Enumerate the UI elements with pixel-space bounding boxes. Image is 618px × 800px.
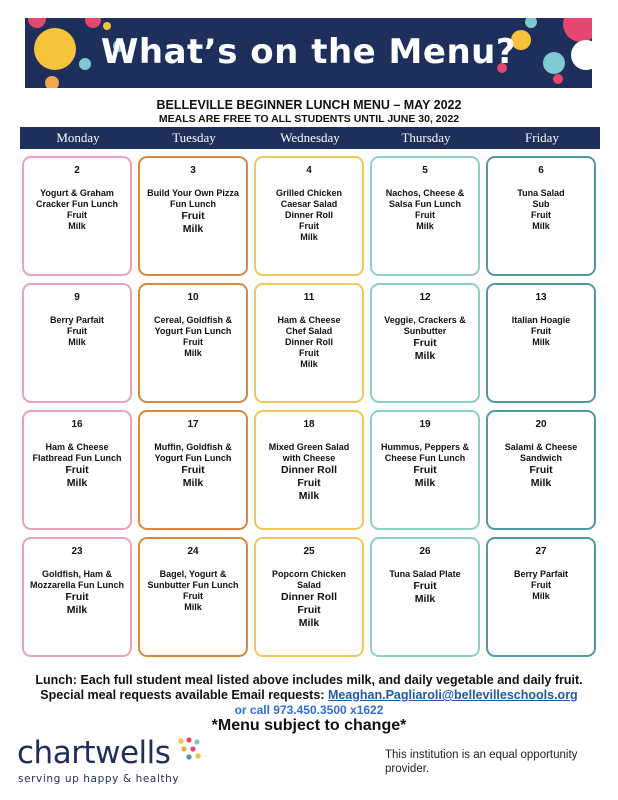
logo-wordmark: chartwells [17,735,171,771]
menu-title: BELLEVILLE BEGINNER LUNCH MENU – MAY 2022 [156,98,462,112]
menu-item: Milk [68,221,86,231]
menu-item: Hummus, Peppers & [380,442,470,452]
day-number: 2 [74,165,80,176]
menu-item: Popcorn Chicken [271,569,346,579]
menu-item: Dinner Roll [280,464,337,476]
menu-item: Fruit [65,464,89,476]
menu-item: Yogurt Fun Lunch [154,453,232,463]
day-number: 18 [303,419,315,430]
day-number: 20 [535,419,547,430]
decorative-dot [553,74,563,84]
menu-item: Milk [532,337,550,347]
menu-item: with Cheese [282,453,336,463]
day-number: 9 [74,292,80,303]
menu-item: Fruit [529,464,553,476]
menu-day-cell [138,156,248,276]
day-number: 26 [419,546,431,557]
menu-day-cell [254,283,364,403]
menu-item: Milk [298,490,320,502]
menu-day-cell [22,283,132,403]
menu-item: Berry Parfait [49,315,105,325]
menu-day-cell [138,283,248,403]
day-number: 10 [187,292,199,303]
menu-item: Bagel, Yogurt & [159,569,227,579]
day-number: 13 [535,292,547,303]
menu-item: Fruit [67,210,87,220]
day-number: 24 [187,546,199,557]
day-thursday: Thursday [401,130,451,145]
menu-item: Cracker Fun Lunch [35,199,118,209]
menu-item: Build Your Own Pizza [147,188,239,198]
menu-day-cell [22,156,132,276]
menu-item: Salad [296,580,321,590]
menu-day-cell [486,156,596,276]
menu-item: Milk [530,477,552,489]
menu-item: Milk [414,350,436,362]
decorative-dot [525,18,537,28]
menu-item: Fruit [413,464,437,476]
phone-line: or call 973.450.3500 x1622 [234,703,384,717]
menu-item: Milk [182,223,204,235]
menu-item: Fruit [413,580,437,592]
menu-day-cell [22,410,132,530]
menu-item: Fun Lunch [170,199,216,209]
day-number: 4 [306,165,312,176]
menu-day-cell [486,537,596,657]
day-number: 5 [422,165,428,176]
menu-item: Mixed Green Salad [268,442,350,452]
day-number: 12 [419,292,431,303]
banner-title: What’s on the Menu? [100,32,517,72]
day-number: 19 [419,419,431,430]
menu-item: Tuna Salad Plate [389,569,461,579]
menu-day-cell [254,410,364,530]
menu-item: Fruit [531,580,551,590]
email-link[interactable]: Meaghan.Pagliaroli@bellevilleschools.org [327,688,578,702]
menu-item: Sunbutter [403,326,447,336]
menu-day-cell [254,156,364,276]
menu-item: Fruit [183,591,203,601]
menu-item: Dinner Roll [284,210,333,220]
menu-day-cell [138,537,248,657]
menu-item: Milk [182,477,204,489]
special-requests [0,688,618,702]
day-number: 17 [187,419,199,430]
menu-item: Goldfish, Ham & [41,569,112,579]
menu-day-cell [486,410,596,530]
menu-item: Milk [414,477,436,489]
chartwells-logo [17,735,207,790]
menu-item: Chef Salad [285,326,333,336]
decorative-dot [103,22,111,30]
day-number: 23 [71,546,83,557]
decorative-dot [28,18,46,28]
menu-item: Milk [68,337,86,347]
menu-day-cell [370,283,480,403]
day-friday: Friday [525,130,559,145]
logo-tagline: serving up happy & healthy [18,773,180,785]
menu-item: Milk [532,591,550,601]
day-monday: Monday [56,130,100,145]
menu-item: Cheese Fun Lunch [384,453,466,463]
menu-day-cell [370,537,480,657]
menu-day-cell [22,537,132,657]
day-wednesday: Wednesday [280,130,340,145]
menu-item: Tuna Salad [517,188,565,198]
menu-item: Milk [298,617,320,629]
logo-dots-icon [177,737,203,763]
menu-day-cell [486,283,596,403]
menu-item: Ham & Cheese [45,442,109,452]
special-requests-text: Special meal requests available Email requests: [40,688,328,702]
weekday-header [20,127,600,149]
menu-subtitle: MEALS ARE FREE TO ALL STUDENTS UNTIL JUNE 30, 2022 [158,113,460,125]
decorative-dot [85,18,101,28]
menu-item: Italian Hoagie [511,315,571,325]
menu-item: Dinner Roll [284,337,333,347]
day-tuesday: Tuesday [172,130,216,145]
day-number: 11 [303,292,315,303]
menu-item: Fruit [67,326,87,336]
day-number: 25 [303,546,315,557]
menu-day-cell [370,156,480,276]
day-number: 6 [538,165,544,176]
menu-item: Fruit [531,326,551,336]
menu-item: Fruit [65,591,89,603]
menu-item: Salami & Cheese [504,442,578,452]
menu-item: Yogurt Fun Lunch [154,326,232,336]
equal-opportunity-statement: This institution is an equal opportunity provider. [385,749,578,775]
menu-item: Sandwich [519,453,562,463]
menu-day-cell [370,410,480,530]
menu-item: Fruit [181,464,205,476]
meal-info: Lunch: Each full student meal listed above includes milk, and daily vegetable and daily fruit. [35,673,583,687]
day-number: 3 [190,165,196,176]
menu-item: Fruit [415,210,435,220]
menu-item: Salsa Fun Lunch [388,199,461,209]
menu-item: Berry Parfait [513,569,569,579]
menu-item: Milk [532,221,550,231]
menu-item: Milk [416,221,434,231]
decorative-dot [45,76,59,88]
menu-item: Sunbutter Fun Lunch [147,580,239,590]
menu-item: Fruit [183,337,203,347]
menu-item: Muffin, Goldfish & [154,442,232,452]
menu-item: Cereal, Goldfish & [153,315,233,325]
menu-day-cell [254,537,364,657]
menu-item: Grilled Chicken [275,188,343,198]
day-number: 16 [71,419,83,430]
menu-item: Milk [66,604,88,616]
menu-item: Milk [184,348,202,358]
menu-item: Yogurt & Graham [40,188,114,198]
menu-day-cell [138,410,248,530]
menu-item: Nachos, Cheese & [385,188,465,198]
menu-item: Flatbread Fun Lunch [32,453,122,463]
menu-item: Fruit [299,221,319,231]
menu-item: Caesar Salad [280,199,338,209]
menu-item: Fruit [413,337,437,349]
menu-item: Mozzarella Fun Lunch [29,580,124,590]
menu-item: Dinner Roll [280,591,337,603]
menu-item: Ham & Cheese [277,315,341,325]
menu-banner [25,18,592,88]
menu-item: Veggie, Crackers & [384,315,466,325]
menu-item: Fruit [531,210,551,220]
menu-item: Milk [414,593,436,605]
menu-item: Fruit [297,477,321,489]
menu-item: Fruit [181,210,205,222]
menu-change-note: *Menu subject to change* [211,717,407,734]
menu-item: Milk [66,477,88,489]
menu-item: Fruit [299,348,319,358]
menu-item: Fruit [297,604,321,616]
menu-item: Milk [184,602,202,612]
menu-item: Milk [300,232,318,242]
menu-item: Sub [532,199,550,209]
day-number: 27 [535,546,547,557]
menu-item: Milk [300,359,318,369]
